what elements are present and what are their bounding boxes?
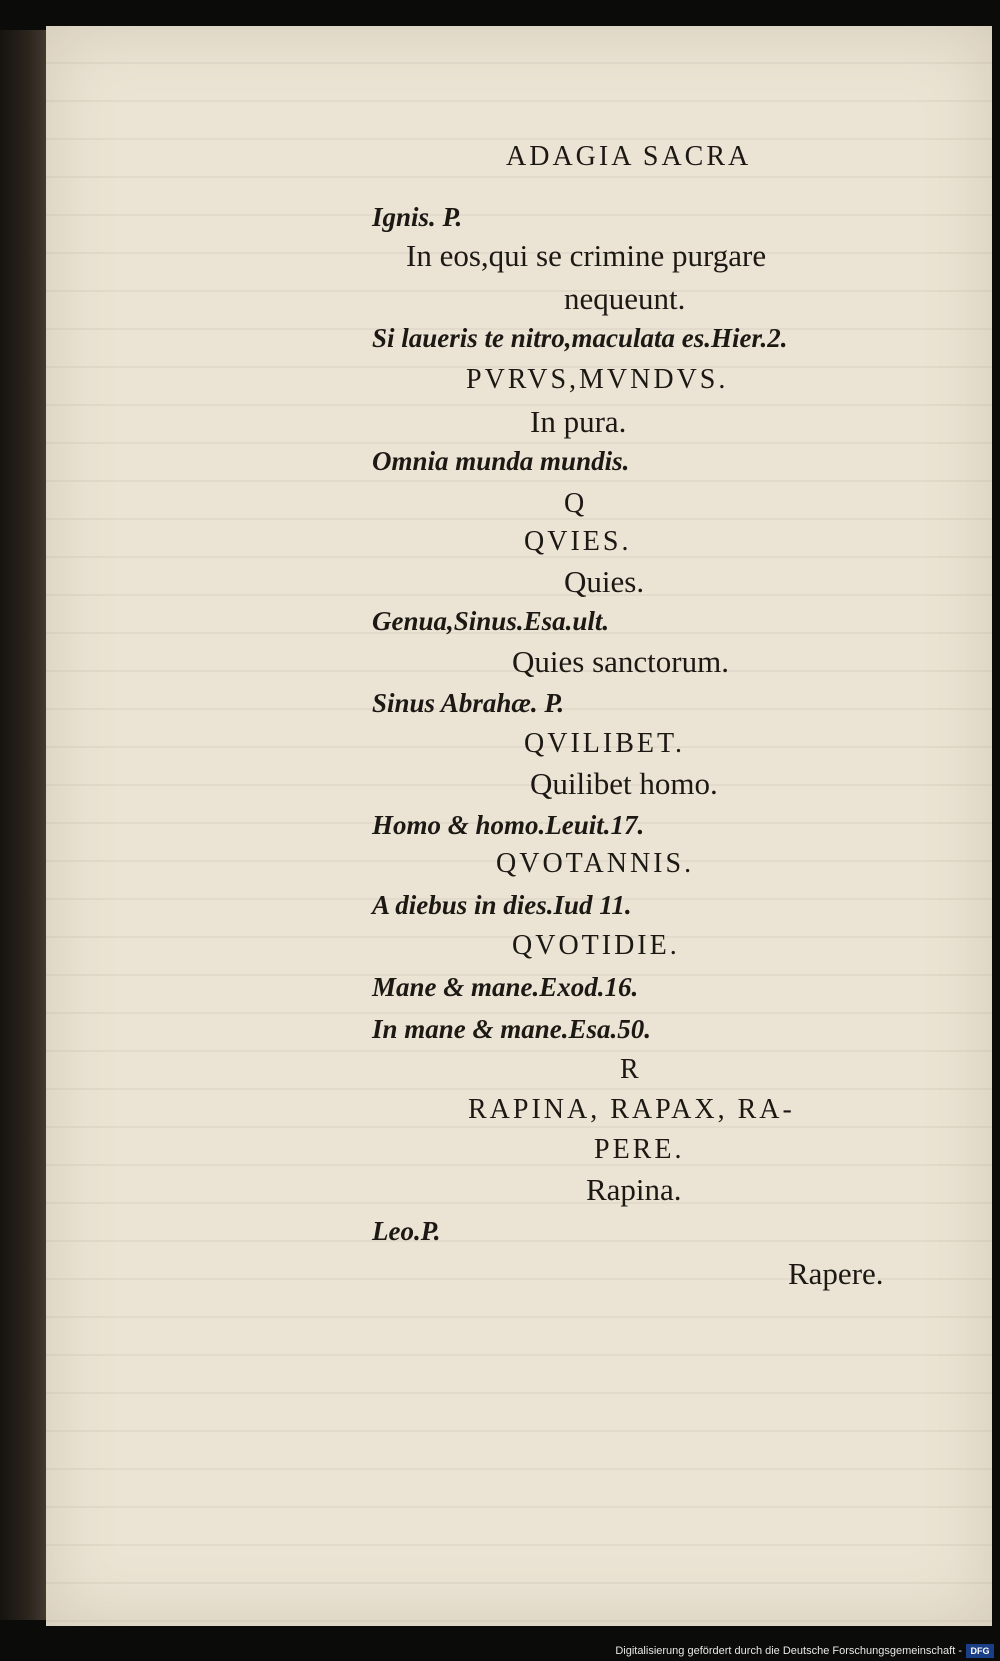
text-line-14: QVILIBET. xyxy=(524,728,685,759)
book-page xyxy=(46,26,992,1626)
text-line-17: QVOTANNIS. xyxy=(496,848,695,879)
text-line-9: QVIES. xyxy=(524,526,632,557)
text-line-6: In pura. xyxy=(530,404,627,439)
text-line-13: Sinus Abrahæ. P. xyxy=(372,688,565,718)
text-line-3: nequeunt. xyxy=(564,281,686,316)
text-line-7: Omnia munda mundis. xyxy=(372,446,630,476)
dfg-logo: DFG xyxy=(966,1644,994,1658)
text-line-4: Si laueris te nitro,maculata es.Hier.2. xyxy=(372,323,788,353)
text-line-19: QVOTIDIE. xyxy=(512,930,680,961)
text-line-11: Genua,Sinus.Esa.ult. xyxy=(372,606,610,636)
text-line-10: Quies. xyxy=(564,564,645,599)
book-spine-edge xyxy=(0,30,46,1620)
text-line-27: Rapere. xyxy=(788,1256,884,1291)
text-line-1: Ignis. P. xyxy=(372,202,463,232)
text-line-24: PERE. xyxy=(594,1134,685,1165)
text-line-12: Quies sanctorum. xyxy=(512,644,729,679)
text-line-8: Q xyxy=(564,488,588,519)
text-line-2: In eos,qui se crimine purgare xyxy=(406,238,767,273)
running-head: ADAGIA SACRA xyxy=(506,141,752,172)
funding-credit: Digitalisierung gefördert durch die Deutsche Forschungsgemeinschaft - xyxy=(615,1645,962,1657)
text-line-18: A diebus in dies.Iud 11. xyxy=(372,890,632,920)
text-line-5: PVRVS,MVNDVS. xyxy=(466,364,729,395)
text-line-23: RAPINA, RAPAX, RA- xyxy=(468,1094,795,1125)
text-line-26: Leo.P. xyxy=(372,1216,441,1246)
text-line-16: Homo & homo.Leuit.17. xyxy=(372,810,645,840)
text-line-15: Quilibet homo. xyxy=(530,766,718,801)
text-line-21: In mane & mane.Esa.50. xyxy=(372,1014,652,1044)
text-line-25: Rapina. xyxy=(586,1172,682,1207)
text-line-20: Mane & mane.Exod.16. xyxy=(372,972,639,1002)
text-line-22: R xyxy=(620,1054,642,1085)
